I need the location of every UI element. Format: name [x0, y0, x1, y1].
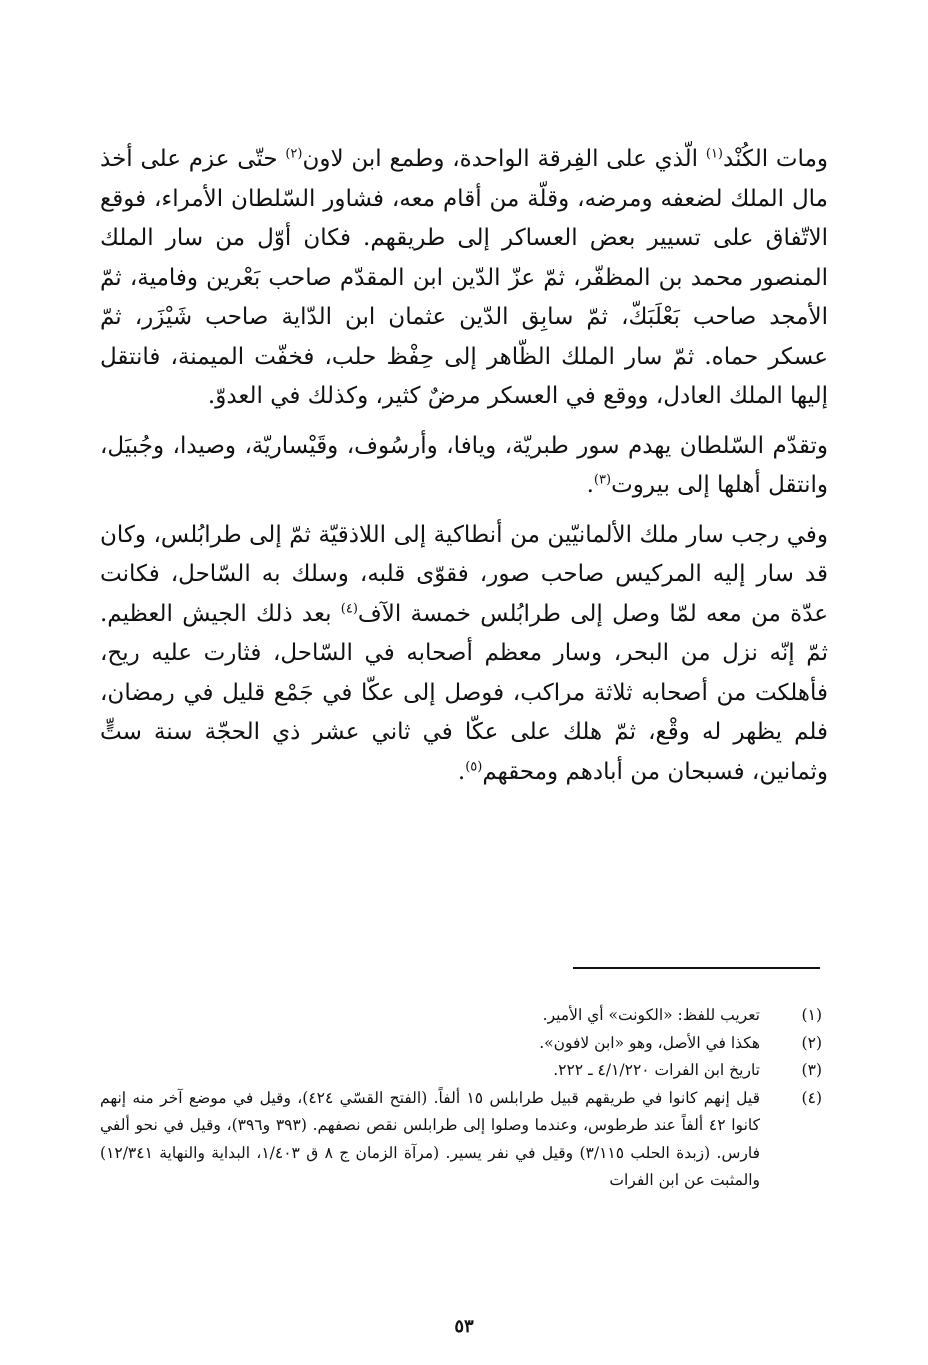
page-number: ٥٣: [454, 1316, 474, 1337]
footnote-ref-5: (٥): [465, 758, 483, 774]
paragraph-3: [100, 516, 828, 793]
text-segment: .: [457, 758, 466, 785]
text-segment: .: [586, 472, 594, 498]
footnote-number: (٢): [801, 1033, 822, 1052]
footnote-number: (٣): [801, 1061, 822, 1079]
footnote-text: تعريب للفظ: «الكونت» أي الأمير.: [542, 1006, 760, 1024]
footnote-item: [100, 1057, 822, 1085]
footnote-separator: [573, 967, 820, 969]
text-segment: ومات الكُنْد: [723, 146, 828, 172]
footnote-item: [100, 1030, 822, 1058]
text-segment: حتّى عزم على أخذ مال الملك لضعفه ومرضه، وقلّة من أقام معه، فشاور السّلطان الأمراء، فوقع الاتّفاق على تسيير بعض العساكر إلى طريقهم. فكان أوّل من سار الملك المنصور محمد بن المظفّر، ثمّ عزّ الدّين ابن المقدّم صاحب بَعْرين وفامية، ثمّ الأمجد صاحب بَعْلَبَكّ، ثمّ سابِق الدّين عثمان ابن الدّاية صاحب شَيْزَر، ثمّ عسكر حماه. ثمّ سار الملك الظّاهر إلى حِفْظ حلب، فخفّت الميمنة، فانتقل إليها الملك العادل، ووقع في العسكر مرضٌ كثير، وكذلك في العدوّ.: [100, 146, 828, 409]
paragraph-2: [100, 427, 828, 506]
main-text: [100, 140, 828, 792]
footnote-ref-4: (٤): [340, 600, 358, 616]
footnote-text: هكذا في الأصل، وهو «ابن لافون».: [539, 1033, 760, 1052]
text-segment: بعد ذلك الجيش العظيم. ثمّ إنّه نزل من البحر، وسار معظم أصحابه في السّاحل، فثارت عليه ريح، فأهلكت من أصحابه ثلاثة مراكب، فوصل إلى عكّا في جَمْع قليل في رمضان، فلم يظهر له وقْع، ثمّ هلك على عكّا في ثاني عشر ذي الحجّة سنة ستٍّ وثمانين، فسبحان من أبادهم ومحقهم: [100, 600, 828, 785]
text-segment: وفي رجب سار ملك الألمانيّين من أنطاكية إلى اللاذقيّة ثمّ إلى طرابُلس، وكان قد سار إليه المركيس صاحب صور، فقوّى قلبه، وسلك به السّاحل، فكانت عدّة من معه لمّا وصل إلى طرابُلس خمسة الآف: [100, 521, 828, 627]
paragraph-1: [100, 140, 828, 417]
footnote-item: [100, 1085, 822, 1195]
text-segment: الّذي على الفِرقة الواحدة، وطمع ابن لاون: [302, 146, 706, 172]
footnote-ref-3: (٣): [593, 472, 612, 488]
text-segment: وتقدّم السّلطان يهدم سور طبريّة، ويافا، وأرسُوف، وقَيْساريّة، وصيدا، وجُبيَل، وانتقل أهلها إلى بيروت: [100, 432, 828, 498]
footnote-ref-2: (٢): [285, 146, 303, 162]
footnote-item: [100, 1002, 822, 1030]
footnote-text: قيل إنهم كانوا في طريقهم قبيل طرابلس ١٥ ألفاً. (الفتح القسّي ٤٢٤)، وقيل في موضع آخر منه إنهم كانوا ٤٢ ألفاً عند طرطوس، وعندما وصلوا إلى طرابلس نقص نصفهم. (٣٩٣ و٣٩٦)، وقيل في نحو ألفي فارس. (زبدة الحلب ٣/١١٥) وقيل في نفر يسير. (مرآة الزمان ج ٨ ق ١/٤٠٣، البداية والنهاية ١٢/٣٤١) والمثبت عن ابن الفرات: [100, 1088, 760, 1189]
footnote-number: (٤): [801, 1088, 822, 1107]
footnotes: [100, 1002, 822, 1195]
footnote-number: (١): [801, 1006, 822, 1024]
footnote-ref-1: (١): [705, 146, 723, 162]
footnote-text: تاريخ ابن الفرات ٤/١/٢٢٠ ـ ٢٢٢.: [553, 1061, 760, 1079]
